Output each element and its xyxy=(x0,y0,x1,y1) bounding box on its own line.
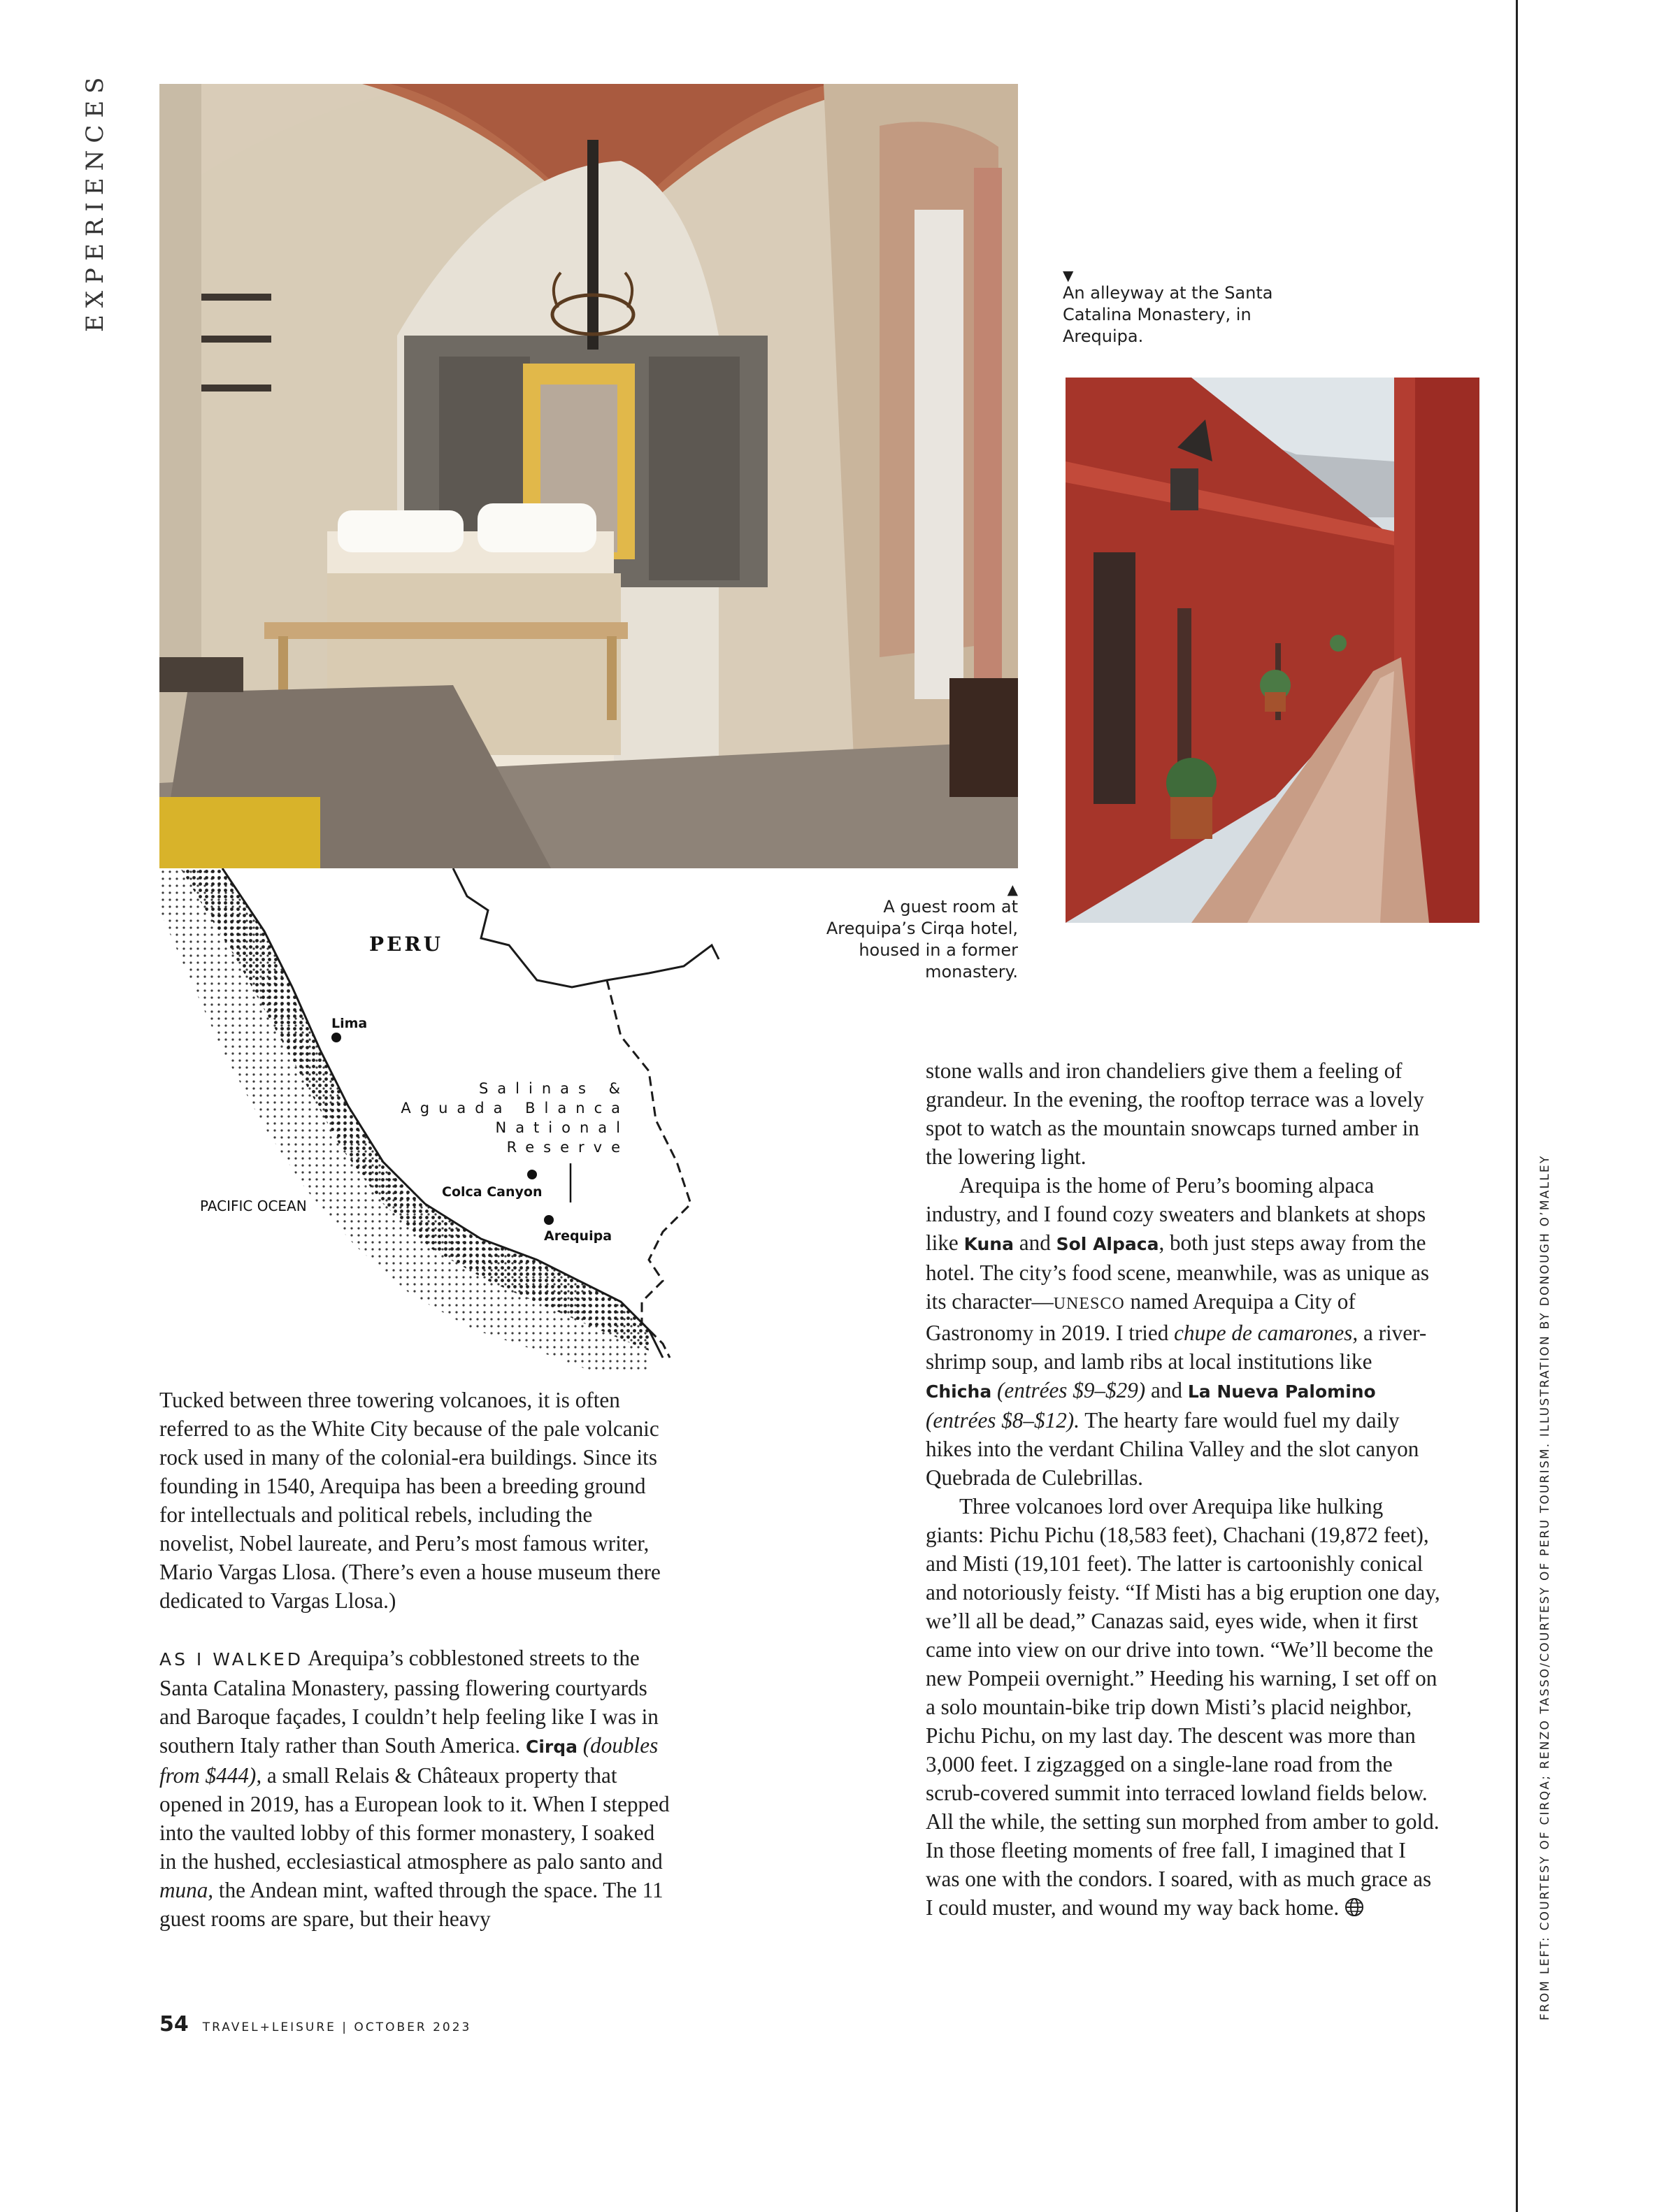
paragraph-alpaca: Arequipa is the home of Peru’s booming alpaca industry, and I found cozy sweaters and blankets at shops like Kuna and Sol Alpaca, both just steps away from the hotel. The city’s food scene, meanwhile, was as unique as its character—UNESCO named Arequipa a City of Gastronomy in 2019. I tried chupe de camarones, a river-shrimp soup, and lamb ribs at local institutions like Chicha (entrées $9–$29) and La Nueva Palomino (entrées $8–$12). The hearty fare would fuel my daily hikes into the verdant Chilina Valley and the slot canyon Quebrada de Culebrillas. xyxy=(926,1173,1430,1490)
page-number: 54 xyxy=(159,2012,189,2037)
alleyway-photo xyxy=(1066,378,1479,923)
map-label-lima: Lima xyxy=(331,1016,368,1031)
alleyway-illustration xyxy=(1066,378,1479,923)
map-label-colca: Colca Canyon xyxy=(442,1184,543,1200)
alley-caption-text: An alleyway at the Santa Catalina Monastery, in Arequipa. xyxy=(1063,283,1273,346)
venue-chicha: Chicha xyxy=(926,1381,992,1402)
photo-credit-text: FROM LEFT: COURTESY OF CIRQA; RENZO TASSO/COURTESY OF PERU TOURISM. ILLUSTRATION BY DONOUGH O’MALLEY xyxy=(1538,1154,1552,2020)
venue-kuna: Kuna xyxy=(963,1234,1014,1254)
caption-arrow-down-icon: ▼ xyxy=(1063,267,1074,284)
arequipa-marker xyxy=(544,1215,554,1225)
magazine-issue: TRAVEL+LEISURE | OCTOBER 2023 xyxy=(202,2020,472,2034)
map-reserve-line-4: Reserve xyxy=(506,1139,629,1156)
guest-room-caption-text: A guest room at Arequipa’s Cirqa hotel, housed in a former monastery. xyxy=(826,897,1018,982)
muna-term: muna, xyxy=(159,1878,214,1902)
guest-room-illustration xyxy=(159,84,1018,868)
map-reserve-line-1: Salinas & xyxy=(478,1080,629,1097)
section-label xyxy=(71,70,110,357)
peru-map xyxy=(159,868,789,1372)
guest-room-caption xyxy=(811,882,1018,983)
map-country-label: PERU xyxy=(369,933,444,956)
globe-icon xyxy=(1344,1897,1364,1917)
paragraph-intro: Tucked between three towering volcanoes, it is often referred to as the White City because of the pale volcanic rock used in many of the colonial-era buildings. Since its founding in 1540, Arequipa has been a breeding ground for intellectuals and political rebels, including the novelist, Nobel laureate, and Peru’s most famous writer, Mario Vargas Llosa. (There’s even a house museum there dedicated to Vargas Llosa.) xyxy=(159,1388,661,1613)
guest-room-photo xyxy=(159,84,1018,868)
lima-marker xyxy=(331,1033,341,1042)
lead-in: AS I WALKED xyxy=(159,1649,304,1669)
venue-sol-alpaca: Sol Alpaca xyxy=(1056,1234,1159,1254)
peru-map-illustration xyxy=(159,868,789,1372)
palomino-price: (entrées $8–$12). xyxy=(926,1408,1080,1432)
map-ocean-label: PACIFIC OCEAN xyxy=(200,1198,307,1214)
dish-name: chupe de camarones, xyxy=(1174,1321,1358,1345)
paragraph-as-i-walked: AS I WALKED Arequipa’s cobblestoned streets to the Santa Catalina Monastery, passing flowering courtyards and Baroque façades, I couldn’t help feeling like I was in southern Italy rather than South America. Cirqa (doubles from $444), a small Relais & Châteaux property that opened in 2019, has a European look to it. When I stepped into the vaulted lobby of this former monastery, I soaked in the hushed, ecclesiastical atmosphere as palo santo and muna, the Andean mint, wafted through the space. The 11 guest rooms are spare, but their heavy xyxy=(159,1646,670,1931)
map-reserve-line-2: Aguada Blanca xyxy=(401,1100,629,1116)
article-column-left xyxy=(159,1386,670,1933)
page-folio xyxy=(159,2012,471,2037)
chicha-price: (entrées $9–$29) xyxy=(991,1378,1146,1402)
page-edge-rule xyxy=(1516,0,1518,2212)
cirqa-price: (doubles from $444), xyxy=(159,1733,659,1788)
photo-credit xyxy=(1530,1154,1558,2027)
alley-caption xyxy=(1063,268,1293,347)
venue-cirqa: Cirqa xyxy=(525,1737,578,1757)
map-reserve-line-3: National xyxy=(495,1119,629,1136)
section-label-text: EXPERIENCES xyxy=(81,70,109,332)
paragraph-volcanoes: Three volcanoes lord over Arequipa like hulking giants: Pichu Pichu (18,583 feet), Chachani (19,872 feet), and Misti (19,101 feet). The latter is cartoonishly conical and notoriously feisty. “If Misti has a big eruption one day, we’ll all be dead,” Canazas said, eyes wide, when it first came into view on our drive into town. “We’ll become the new Pompeii overnight.” Heeding his warning, I set off on a solo mountain-bike trip down Misti’s placid neighbor, Pichu Pichu, on my last day. The descent was more than 3,000 feet. I zigzagged on a single-lane road from the scrub-covered summit into terraced lowland fields below. All the while, the setting sun morphed from amber to gold. In those fleeting moments of free fall, I imagined that I was one with the condors. I soared, with as much grace as I could muster, and wound my way back home. xyxy=(926,1494,1440,1920)
colca-marker xyxy=(527,1170,537,1179)
venue-la-nueva-palomino: La Nueva Palomino xyxy=(1187,1381,1376,1402)
unesco-text: UNESCO xyxy=(1053,1295,1125,1313)
map-label-arequipa: Arequipa xyxy=(544,1228,612,1244)
caption-arrow-up-icon: ▲ xyxy=(1007,881,1018,898)
paragraph-continuation: stone walls and iron chandeliers give them a feeling of grandeur. In the evening, the rooftop terrace was a lovely spot to watch as the mountain snowcaps turned amber in the lowering light. xyxy=(926,1058,1424,1169)
article-column-right xyxy=(926,1056,1443,1922)
